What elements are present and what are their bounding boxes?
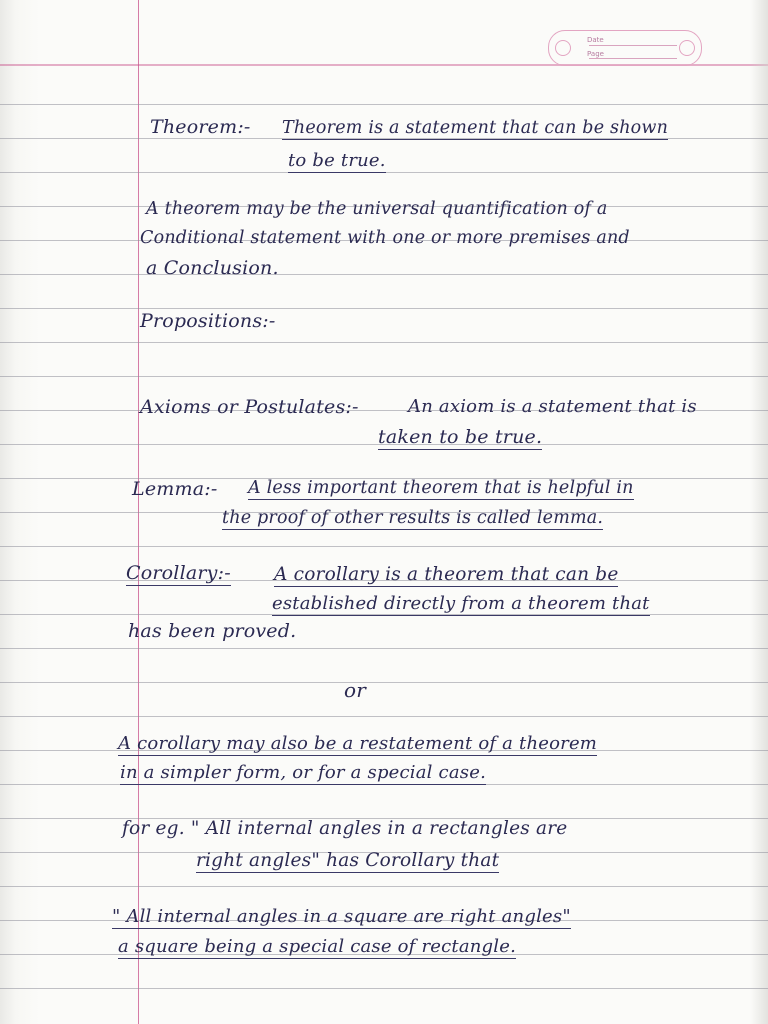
- ruled-line: [0, 546, 768, 547]
- date-label: Date: [587, 36, 604, 44]
- lemma-heading: Lemma:-: [132, 478, 218, 500]
- lemma-definition-line-1: A less important theorem that is helpful in: [248, 478, 634, 498]
- lemma-definition-line-2: the proof of other results is called lemma.: [222, 508, 604, 528]
- example-line-2: right angles" has Corollary that: [196, 850, 500, 871]
- theorem-extra-line-3: a Conclusion.: [146, 257, 279, 279]
- page-line: [589, 58, 677, 59]
- example-line-4: a square being a special case of rectangle.: [118, 936, 516, 957]
- ruled-line: [0, 886, 768, 887]
- axioms-heading: Axioms or Postulates:-: [140, 396, 359, 418]
- example-line-3: " All internal angles in a square are right angles": [112, 906, 571, 927]
- corollary-definition-line-1: A corollary is a theorem that can be: [274, 564, 619, 585]
- date-box-right-knob: [679, 40, 695, 56]
- theorem-definition-line-2: to be true.: [288, 150, 386, 171]
- page-label: Page: [587, 50, 604, 58]
- date-box-left-knob: [555, 40, 571, 56]
- corollary-definition-line-3: has been proved.: [128, 620, 297, 642]
- ruled-line: [0, 104, 768, 105]
- date-line: [589, 45, 677, 46]
- or-separator: or: [344, 678, 367, 702]
- corollary-definition-line-2: established directly from a theorem that: [272, 593, 650, 614]
- ruled-line: [0, 716, 768, 717]
- ruled-line: [0, 988, 768, 989]
- propositions-heading: Propositions:-: [140, 310, 276, 332]
- example-line-1: for eg. " All internal angles in a rectangles are: [122, 818, 568, 839]
- theorem-extra-line-2: Conditional statement with one or more premises and: [140, 228, 630, 248]
- ruled-line: [0, 342, 768, 343]
- ruled-line: [0, 308, 768, 309]
- axioms-definition-line-1: An axiom is a statement that is: [408, 396, 697, 417]
- corollary-alternate-line-1: A corollary may also be a restatement of a theorem: [118, 733, 598, 754]
- corollary-alternate-line-2: in a simpler form, or for a special case.: [120, 762, 486, 783]
- ruled-line: [0, 376, 768, 377]
- ruled-line: [0, 648, 768, 649]
- theorem-definition-line-1: Theorem is a statement that can be shown: [282, 118, 669, 138]
- theorem-heading: Theorem:-: [150, 116, 251, 138]
- ruled-line: [0, 274, 768, 275]
- ruled-line: [0, 682, 768, 683]
- date-page-box: [548, 30, 702, 66]
- theorem-extra-line-1: A theorem may be the universal quantification of a: [146, 199, 608, 219]
- axioms-definition-line-2: taken to be true.: [378, 426, 543, 448]
- corollary-heading: Corollary:-: [126, 562, 231, 584]
